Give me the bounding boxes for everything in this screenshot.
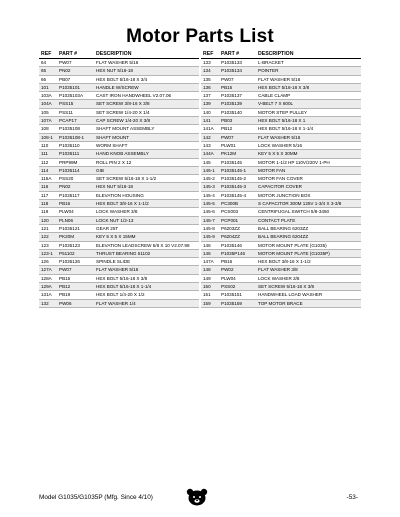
description-cell: MOTOR FAN xyxy=(256,166,361,174)
description-cell: FLAT WASHER 3/8 xyxy=(256,266,361,274)
part-number-cell: P1035114 xyxy=(57,166,94,174)
description-cell: LOCK NUT 1/2-13 xyxy=(94,216,199,224)
part-number-cell: P1035145-4 xyxy=(219,191,256,199)
ref-cell: 145-3 xyxy=(201,183,219,191)
table-row xyxy=(39,108,199,116)
description-cell: CABLE CLAMP xyxy=(256,92,361,100)
description-cell: HEX BOLT 1/4-20 X 1/2 xyxy=(94,291,199,299)
part-number-cell: P1035P146 xyxy=(219,249,256,257)
description-cell: ELEVATION HOUSING xyxy=(94,191,199,199)
table-row xyxy=(39,67,199,75)
description-cell: KEY 5 X 5 X 30MM xyxy=(256,150,361,158)
ref-cell: 104A xyxy=(39,100,57,108)
table-row xyxy=(201,117,361,125)
part-number-cell: PB16 xyxy=(219,258,256,266)
ref-cell: 139 xyxy=(201,100,219,108)
description-cell: HEX BOLT 5/16-18 X 3/4 xyxy=(94,75,199,83)
table-row xyxy=(201,100,361,108)
table-row xyxy=(39,291,199,299)
ref-cell: 120 xyxy=(39,216,57,224)
table-row xyxy=(201,299,361,307)
ref-cell: 108-1 xyxy=(39,133,57,141)
ref-cell: 145-8 xyxy=(201,224,219,232)
description-cell: HEX NUT 5/16-18 xyxy=(94,67,199,75)
ref-cell: 121 xyxy=(39,224,57,232)
ref-cell: 127A xyxy=(39,266,57,274)
table-row xyxy=(201,200,361,208)
description-cell: MOTOR FAN COVER xyxy=(256,175,361,183)
ref-cell: 149 xyxy=(201,274,219,282)
table-row xyxy=(201,166,361,174)
table-row xyxy=(201,150,361,158)
description-cell: ELEVATION LEADSCREW 5/8 X 10 V2.07.98 xyxy=(94,241,199,249)
ref-cell: 145-1 xyxy=(201,166,219,174)
ref-cell: 123-1 xyxy=(39,249,57,257)
part-number-cell: P1035145-1 xyxy=(219,166,256,174)
part-number-cell: PW07 xyxy=(57,59,94,67)
description-cell: BALL BEARING 6204ZZ xyxy=(256,233,361,241)
part-number-cell: PSS11 xyxy=(57,108,94,116)
ref-cell: 145 xyxy=(201,158,219,166)
description-cell: CENTRIFUGAL SWITCH 5/8-3450 xyxy=(256,208,361,216)
table-row xyxy=(201,191,361,199)
description-cell: HEX BOLT 5/16-18 X 1 xyxy=(256,117,361,125)
description-cell: LOCK WASHER 3/8 xyxy=(256,274,361,282)
part-number-cell: PK20M xyxy=(57,233,94,241)
table-row xyxy=(39,191,199,199)
part-number-cell: PCAP17 xyxy=(57,117,94,125)
ref-cell: 108 xyxy=(39,125,57,133)
ref-cell: 117 xyxy=(39,191,57,199)
table-row xyxy=(39,100,199,108)
description-cell: SHAFT MOUNT xyxy=(94,133,199,141)
part-number-cell: PB15 xyxy=(57,274,94,282)
ref-cell: 141 xyxy=(201,117,219,125)
ref-cell: 65 xyxy=(39,67,57,75)
footer-page-number: -53- xyxy=(346,494,358,501)
part-number-cell: P1035117 xyxy=(57,191,94,199)
part-number-cell: P1035108-1 xyxy=(57,133,94,141)
ref-cell: 115A xyxy=(39,175,57,183)
part-number-cell: P1035111 xyxy=(57,150,94,158)
table-row xyxy=(39,150,199,158)
ref-cell: 145-2 xyxy=(201,175,219,183)
table-row xyxy=(201,291,361,299)
part-number-cell: PB16 xyxy=(57,200,94,208)
ref-cell: 151 xyxy=(201,291,219,299)
description-cell: V-BELT 7 X 600L xyxy=(256,100,361,108)
description-cell: MOTOR JUNCTION BOX xyxy=(256,191,361,199)
ref-cell: 128A xyxy=(39,274,57,282)
part-number-cell: PSS02 xyxy=(219,283,256,291)
table-row xyxy=(39,133,199,141)
part-number-cell: P1035146 xyxy=(219,241,256,249)
ref-cell: 110 xyxy=(39,141,57,149)
part-number-cell: PW02 xyxy=(219,266,256,274)
part-number-cell: PLW04 xyxy=(57,208,94,216)
ref-cell: 112 xyxy=(39,158,57,166)
part-number-cell: P1035140 xyxy=(219,108,256,116)
ref-cell: 131A xyxy=(39,291,57,299)
table-row xyxy=(201,83,361,91)
table-row xyxy=(39,249,199,257)
part-number-cell: P1035159 xyxy=(219,299,256,307)
table-row xyxy=(201,59,361,67)
table-row xyxy=(39,59,199,67)
description-cell: HEX BOLT 5/16-18 X 1-1/4 xyxy=(256,125,361,133)
ref-cell: 145-6 xyxy=(201,208,219,216)
table-row xyxy=(39,224,199,232)
table-row xyxy=(39,200,199,208)
description-cell: MOTOR MOUNT PLATE (G1035) xyxy=(256,241,361,249)
page-title: Motor Parts List xyxy=(126,26,274,47)
description-cell: MOTOR 1-1/2 HP 110V/220V 1-PH xyxy=(256,158,361,166)
table-row xyxy=(201,258,361,266)
part-number-cell: PB12 xyxy=(219,125,256,133)
part-number-cell: PCP001 xyxy=(219,216,256,224)
part-number-cell: PN02 xyxy=(57,183,94,191)
table-row xyxy=(39,233,199,241)
description-cell: FLAT WASHER 5/16 xyxy=(256,75,361,83)
part-number-cell: P6204ZZ xyxy=(219,233,256,241)
table-row xyxy=(201,208,361,216)
description-cell: HANDLE W/SCREW xyxy=(94,83,199,91)
ref-cell: 145-5 xyxy=(201,200,219,208)
column-header-description: DESCRIPTION xyxy=(94,50,199,59)
description-cell: HEX BOLT 5/16-18 X 3/8 xyxy=(256,83,361,91)
ref-cell: 114 xyxy=(39,166,57,174)
description-cell: HEX BOLT 3/8-16 X 1-1/2 xyxy=(94,200,199,208)
part-number-cell: PW07 xyxy=(219,75,256,83)
ref-cell: 141A xyxy=(201,125,219,133)
column-header-description: DESCRIPTION xyxy=(256,50,361,59)
ref-cell: 134 xyxy=(201,67,219,75)
parts-table-right xyxy=(201,50,361,308)
ref-cell: 146 xyxy=(201,249,219,257)
part-number-cell: P1035151 xyxy=(219,291,256,299)
table-row xyxy=(39,175,199,183)
table-row xyxy=(39,158,199,166)
footer-model-info: Model G1035/G1035P (Mfg. Since 4/10) xyxy=(39,494,153,501)
ref-cell: 103A xyxy=(39,92,57,100)
ref-cell: 140 xyxy=(201,108,219,116)
ref-cell: 143 xyxy=(201,141,219,149)
description-cell: CAPACITOR COVER xyxy=(256,183,361,191)
ref-cell: 146 xyxy=(201,241,219,249)
ref-cell: 159 xyxy=(201,299,219,307)
description-cell: HAND KNOB ASSEMBLY xyxy=(94,150,199,158)
ref-cell: 142 xyxy=(201,133,219,141)
part-number-cell: PN02 xyxy=(57,67,94,75)
table-row xyxy=(201,125,361,133)
table-row xyxy=(39,166,199,174)
table-header-row xyxy=(201,50,361,59)
table-row xyxy=(201,75,361,83)
table-row xyxy=(39,83,199,91)
ref-cell: 132 xyxy=(39,299,57,307)
part-number-cell: P1035103A xyxy=(57,92,94,100)
part-number-cell: P1035145 xyxy=(219,158,256,166)
part-number-cell: PB07 xyxy=(57,75,94,83)
column-header-ref: REF xyxy=(39,50,57,59)
description-cell: FLAT WASHER 1/4 xyxy=(94,299,199,307)
description-cell: FLAT WASHER 5/16 xyxy=(256,133,361,141)
part-number-cell: P1035145-3 xyxy=(219,183,256,191)
part-number-cell: PSS20 xyxy=(57,175,94,183)
part-number-cell: P1035123 xyxy=(57,241,94,249)
part-number-cell: PSS15 xyxy=(57,100,94,108)
description-cell: SET SCREW 3/8-16 X 3/8 xyxy=(94,100,199,108)
part-number-cell: P1035108 xyxy=(57,125,94,133)
part-number-cell: PLW04 xyxy=(219,274,256,282)
bear-logo-icon xyxy=(186,488,208,506)
part-number-cell: PW07 xyxy=(219,133,256,141)
table-row xyxy=(39,216,199,224)
column-header-ref: REF xyxy=(201,50,219,59)
table-row xyxy=(201,92,361,100)
table-row xyxy=(201,67,361,75)
description-cell: CONTACT PLATE xyxy=(256,216,361,224)
parts-table-left xyxy=(39,50,199,308)
part-number-cell: P1035134 xyxy=(219,67,256,75)
ref-cell: 150 xyxy=(201,283,219,291)
part-number-cell: PB03 xyxy=(219,117,256,125)
part-number-cell: PW07 xyxy=(57,266,94,274)
table-row xyxy=(201,175,361,183)
ref-cell: 122 xyxy=(39,233,57,241)
ref-cell: 137 xyxy=(201,92,219,100)
part-number-cell: P1035101 xyxy=(57,83,94,91)
table-row xyxy=(201,224,361,232)
table-row xyxy=(201,141,361,149)
ref-cell: 145-7 xyxy=(201,216,219,224)
table-row xyxy=(39,241,199,249)
description-cell: HEX BOLT 5/16-18 X 1-1/4 xyxy=(94,283,199,291)
description-cell: SET SCREW 5/16-18 X 1-1/2 xyxy=(94,175,199,183)
part-number-cell: PB15 xyxy=(219,83,256,91)
description-cell: MOTOR STEP PULLEY xyxy=(256,108,361,116)
description-cell: FLAT WASHER 5/16 xyxy=(94,59,199,67)
description-cell: ROLL PIN 2 X 12 xyxy=(94,158,199,166)
column-header-part: PART # xyxy=(219,50,256,59)
description-cell: HEX BOLT 5/16-18 X 3/8 xyxy=(94,274,199,282)
description-cell: HEX BOLT 3/8-16 X 1-1/2 xyxy=(256,258,361,266)
ref-cell: 144A xyxy=(201,150,219,158)
description-cell: SPINDLE SLIDE xyxy=(94,258,199,266)
part-number-cell: PW06 xyxy=(57,299,94,307)
table-row xyxy=(39,75,199,83)
table-header-row xyxy=(39,50,199,59)
table-row xyxy=(201,266,361,274)
ref-cell: 119 xyxy=(39,208,57,216)
ref-cell: 135 xyxy=(201,75,219,83)
table-row xyxy=(39,183,199,191)
description-cell: MOTOR MOUNT PLATE (G1035P) xyxy=(256,249,361,257)
part-number-cell: PLN06 xyxy=(57,216,94,224)
table-row xyxy=(201,249,361,257)
ref-cell: 148 xyxy=(201,266,219,274)
ref-cell: 116 xyxy=(39,183,57,191)
table-row xyxy=(39,141,199,149)
description-cell: TOP MOTOR BRACE xyxy=(256,299,361,307)
part-number-cell: PRP99M xyxy=(57,158,94,166)
table-row xyxy=(201,108,361,116)
ref-cell: 105 xyxy=(39,108,57,116)
part-number-cell: P1035121 xyxy=(57,224,94,232)
part-number-cell: PB12 xyxy=(57,283,94,291)
description-cell: SET SCREW 1/4-20 X 1/4 xyxy=(94,108,199,116)
ref-cell: 66 xyxy=(39,75,57,83)
table-row xyxy=(201,183,361,191)
description-cell: POINTER xyxy=(256,67,361,75)
column-header-part: PART # xyxy=(57,50,94,59)
table-row xyxy=(39,283,199,291)
table-row xyxy=(201,283,361,291)
table-row xyxy=(39,258,199,266)
part-number-cell: P1035110 xyxy=(57,141,94,149)
part-number-cell: PLW01 xyxy=(219,141,256,149)
part-number-cell: P6203ZZ xyxy=(219,224,256,232)
description-cell: CAP SCREW 1/4-20 X 3/8 xyxy=(94,117,199,125)
table-row xyxy=(201,133,361,141)
description-cell: LOCK WASHER 5/16 xyxy=(256,141,361,149)
ref-cell: 126 xyxy=(39,258,57,266)
table-row xyxy=(39,117,199,125)
description-cell: S CAPACITOR 300M 125V 1-3/4 X 3-3/8 xyxy=(256,200,361,208)
part-number-cell: P1035137 xyxy=(219,92,256,100)
description-cell: LOCK WASHER 3/8 xyxy=(94,208,199,216)
part-number-cell: P1035145-2 xyxy=(219,175,256,183)
description-cell: BALL BEARING 6203ZZ xyxy=(256,224,361,232)
description-cell: GIB xyxy=(94,166,199,174)
ref-cell: 123 xyxy=(39,241,57,249)
description-cell: L-BRACKET xyxy=(256,59,361,67)
table-row xyxy=(39,208,199,216)
description-cell: HANDWHEEL LOAD WASHER xyxy=(256,291,361,299)
description-cell: HEX NUT 5/16-18 xyxy=(94,183,199,191)
ref-cell: 129A xyxy=(39,283,57,291)
table-row xyxy=(39,266,199,274)
part-number-cell: P1035126 xyxy=(57,258,94,266)
table-row xyxy=(39,274,199,282)
description-cell: CAST IRON HANDWHEEL V2.07.06 xyxy=(94,92,199,100)
ref-cell: 101 xyxy=(39,83,57,91)
part-number-cell: PK12M xyxy=(219,150,256,158)
part-number-cell: P1035133 xyxy=(219,59,256,67)
table-row xyxy=(201,233,361,241)
part-number-cell: P51102 xyxy=(57,249,94,257)
ref-cell: 64 xyxy=(39,59,57,67)
table-row xyxy=(201,158,361,166)
table-row xyxy=(201,216,361,224)
ref-cell: 133 xyxy=(201,59,219,67)
ref-cell: 118 xyxy=(39,200,57,208)
description-cell: FLAT WASHER 5/16 xyxy=(94,266,199,274)
table-row xyxy=(201,241,361,249)
description-cell: SET SCREW 5/16-18 X 3/8 xyxy=(256,283,361,291)
description-cell: WORM SHAFT xyxy=(94,141,199,149)
table-row xyxy=(201,274,361,282)
table-row xyxy=(39,299,199,307)
ref-cell: 145-9 xyxy=(201,233,219,241)
ref-cell: 107A xyxy=(39,117,57,125)
ref-cell: 136 xyxy=(201,83,219,91)
ref-cell: 145-4 xyxy=(201,191,219,199)
description-cell: GEAR 25T xyxy=(94,224,199,232)
description-cell: THRUST BEARING 51102 xyxy=(94,249,199,257)
part-number-cell: PB19 xyxy=(57,291,94,299)
table-row xyxy=(39,125,199,133)
table-row xyxy=(39,92,199,100)
description-cell: KEY 5 X 5 X 15MM xyxy=(94,233,199,241)
part-number-cell: PCS003 xyxy=(219,208,256,216)
ref-cell: 147A xyxy=(201,258,219,266)
ref-cell: 111 xyxy=(39,150,57,158)
description-cell: SHAFT MOUNT ASSEMBLY xyxy=(94,125,199,133)
part-number-cell: PC300B xyxy=(219,200,256,208)
part-number-cell: P1035139 xyxy=(219,100,256,108)
